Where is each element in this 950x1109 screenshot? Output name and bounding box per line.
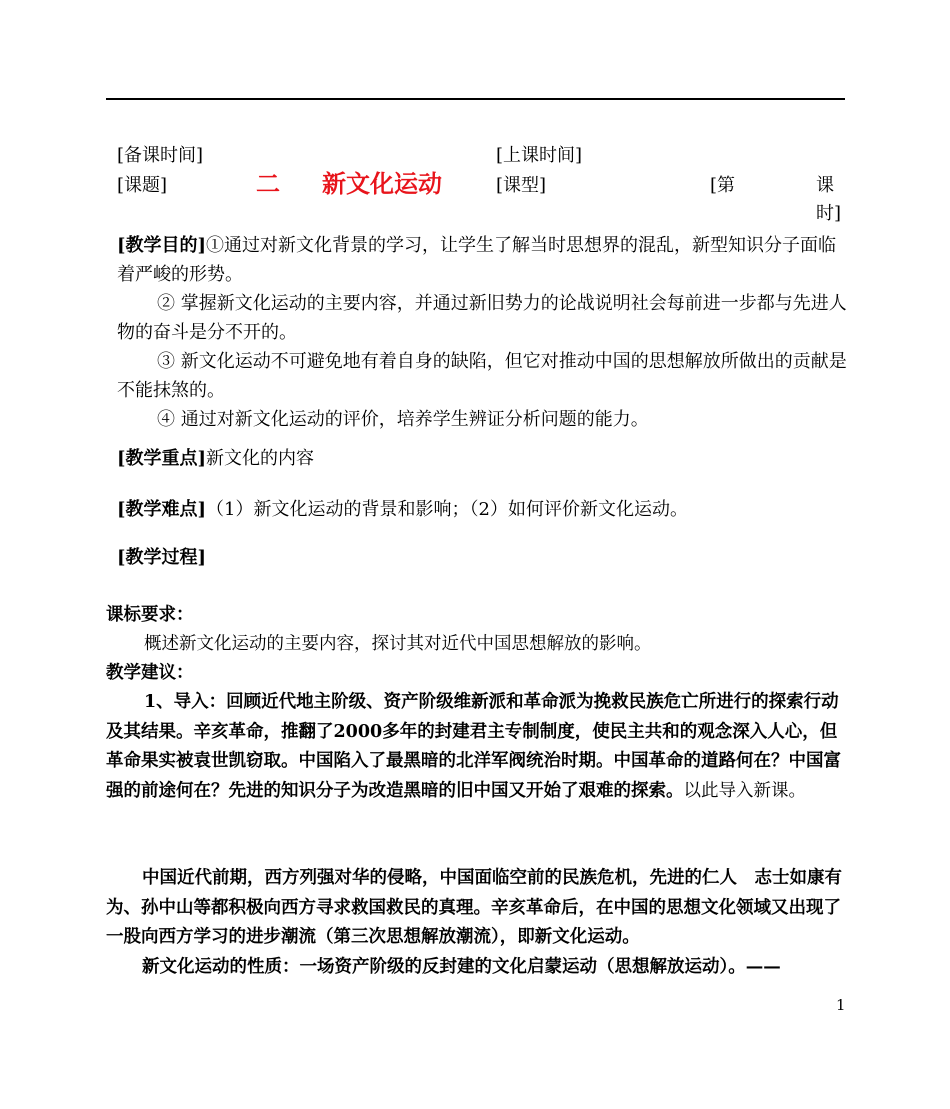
period-open: [第 xyxy=(710,175,736,196)
difficulty-label: [教学难点] xyxy=(117,499,207,520)
key-point-section xyxy=(117,444,852,473)
objective-4: ④ 通过对新文化运动的评价，培养学生辨证分析问题的能力。 xyxy=(157,409,649,430)
objective-2: ② 掌握新文化运动的主要内容，并通过新旧势力的论战说明社会每前进一步都与先进人物的奋斗是分不开的。 xyxy=(117,293,847,343)
type-label: [课型] xyxy=(496,175,547,196)
objective-1: ①通过对新文化背景的学习，让学生了解当时思想界的混乱，新型知识分子面临着严峻的形势。 xyxy=(117,235,837,285)
class-time-label: [上课时间] xyxy=(496,145,583,166)
prep-time-label: [备课时间] xyxy=(117,145,204,166)
topic-title: 新文化运动 xyxy=(322,169,442,198)
difficulty-text: （1）新文化运动的背景和影响；（2）如何评价新文化运动。 xyxy=(206,499,688,520)
header-rule xyxy=(106,98,845,100)
process-label: [教学过程] xyxy=(117,547,207,568)
standards-label: 课标要求： xyxy=(106,605,194,625)
body-paragraph-2: 新文化运动的性质：一场资产阶级的反封建的文化启蒙运动（思想解放运动）。—— xyxy=(142,956,781,977)
objective-3: ③ 新文化运动不可避免地有着自身的缺陷，但它对推动中国的思想解放所做出的贡献是不能抹煞的。 xyxy=(117,351,847,401)
page-number: 1 xyxy=(836,996,846,1014)
suggestions-label: 教学建议： xyxy=(106,663,194,683)
body-paragraph-1: 中国近代前期，西方列强对华的侵略，中国面临空前的民族危机，先进的仁人 志士如康有为、孙中山等都积极向西方寻求救国救民的真理。辛亥革命后，在中国的思想文化领域又出现了一股向西方学习的进步潮流（第三次思想解放潮流），即新文化运动。 xyxy=(106,868,842,947)
key-point-label: [教学重点] xyxy=(117,448,207,469)
period-close: 时] xyxy=(816,203,842,224)
suggestions-intro xyxy=(106,688,850,806)
objectives-section xyxy=(117,231,852,434)
suggestions-intro-bold: 1、导入：回顾近代地主阶级、资产阶级维新派和革命派为挽救民族危亡所进行的探索行动及其结果。辛亥革命，推翻了2000多年的封建君主专制制度，使民主共和的观念深入人心，但革命果实被袁世凯窃取。中国陷入了最黑暗的北洋军阀统治时期。中国革命的道路何在？中国富强的前途何在？先进的知识分子为改造黑暗的旧中国又开始了艰难的探索。 xyxy=(106,692,841,801)
suggestions-intro-normal: 以此导入新课。 xyxy=(683,780,806,801)
objectives-label: [教学目的] xyxy=(117,235,207,256)
period-ke: 课 xyxy=(816,175,834,196)
topic-label: [课题] xyxy=(117,175,168,196)
key-point-text: 新文化的内容 xyxy=(206,448,315,469)
body-section xyxy=(106,864,850,982)
difficulty-section xyxy=(117,495,852,524)
topic-number: 二 xyxy=(256,169,280,198)
standards-text: 概述新文化运动的主要内容，探讨其对近代中国思想解放的影响。 xyxy=(144,634,652,654)
